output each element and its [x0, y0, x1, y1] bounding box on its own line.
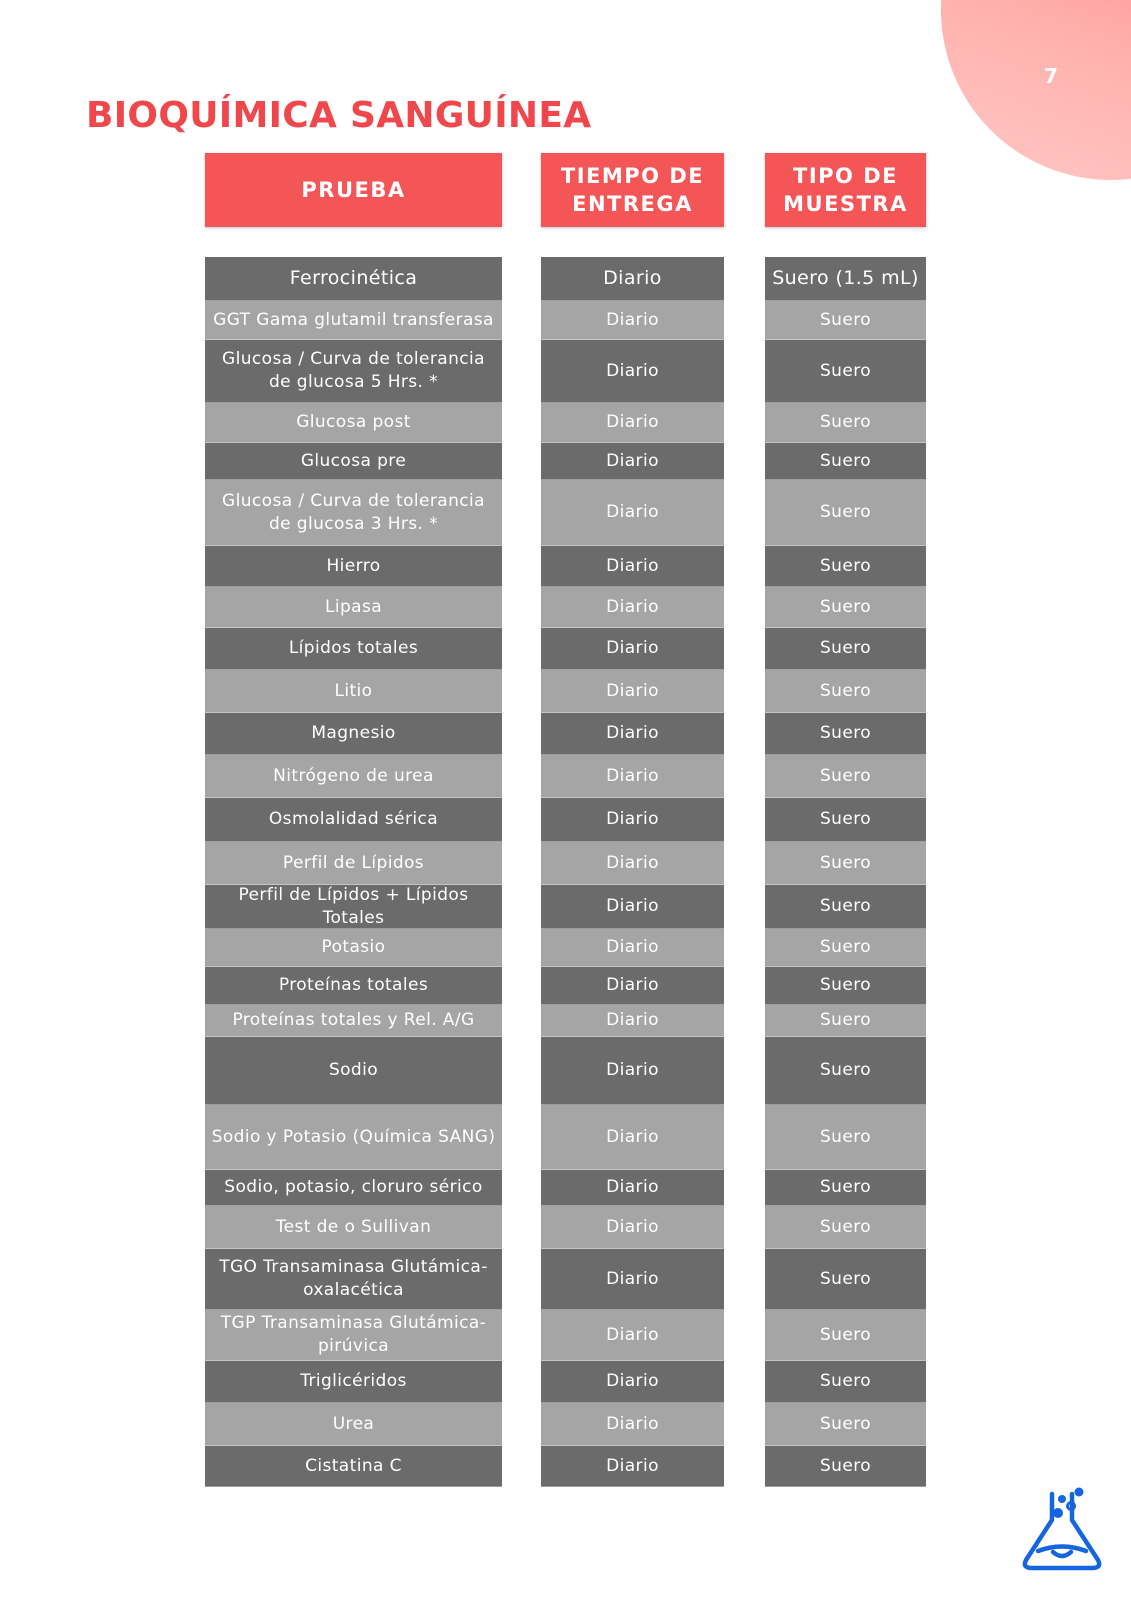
- sample-type-cell: Suero: [765, 480, 926, 546]
- test-cell: Nitrógeno de urea: [205, 755, 502, 798]
- sample-type-cell: Suero: [765, 1005, 926, 1037]
- delivery-time-cell: Diario: [541, 885, 724, 929]
- sample-type-cell: Suero (1.5 mL): [765, 257, 926, 301]
- test-cell: Magnesio: [205, 713, 502, 755]
- test-cell: Glucosa pre: [205, 443, 502, 480]
- delivery-time-cell: Diario: [541, 713, 724, 755]
- test-cell: Glucosa post: [205, 403, 502, 443]
- sample-type-cell: Suero: [765, 967, 926, 1005]
- delivery-time-cell: Diario: [541, 301, 724, 340]
- delivery-time-cell: Diario: [541, 403, 724, 443]
- sample-type-cell: Suero: [765, 628, 926, 670]
- sample-type-cell: Suero: [765, 713, 926, 755]
- delivery-time-cell: Diario: [541, 1446, 724, 1487]
- test-cell: Ferrocinética: [205, 257, 502, 301]
- sample-type-cell: Suero: [765, 340, 926, 403]
- sample-type-cell: Suero: [765, 1403, 926, 1446]
- delivery-time-cell: Diario: [541, 842, 724, 885]
- sample-type-cell: Suero: [765, 1170, 926, 1206]
- test-cell: Glucosa / Curva de tolerancia de glucosa 5 Hrs. *: [205, 340, 502, 403]
- sample-type-cell: Suero: [765, 1249, 926, 1310]
- test-cell: TGP Transaminasa Glutámica-pirúvica: [205, 1310, 502, 1361]
- test-cell: GGT Gama glutamil transferasa: [205, 301, 502, 340]
- sample-type-cell: Suero: [765, 587, 926, 628]
- column-header-test: PRUEBA: [205, 153, 502, 227]
- test-cell: Proteínas totales: [205, 967, 502, 1005]
- test-cell: Proteínas totales y Rel. A/G: [205, 1005, 502, 1037]
- test-cell: Perfil de Lípidos + Lípidos Totales: [205, 885, 502, 929]
- test-cell: Sodio: [205, 1037, 502, 1105]
- delivery-time-cell: Diario: [541, 480, 724, 546]
- test-cell: Triglicéridos: [205, 1361, 502, 1403]
- sample-type-cell: Suero: [765, 1206, 926, 1249]
- delivery-time-cell: Diario: [541, 546, 724, 587]
- delivery-time-cell: Diario: [541, 798, 724, 842]
- sample-type-cell: Suero: [765, 798, 926, 842]
- delivery-time-cell: Diario: [541, 628, 724, 670]
- delivery-time-cell: Diario: [541, 1170, 724, 1206]
- test-cell: Potasio: [205, 929, 502, 967]
- delivery-time-cell: Diario: [541, 1249, 724, 1310]
- page-number: 7: [1044, 64, 1058, 88]
- test-cell: Cistatina C: [205, 1446, 502, 1487]
- delivery-time-cell: Diario: [541, 1037, 724, 1105]
- sample-type-cell: Suero: [765, 1310, 926, 1361]
- delivery-time-cell: Diario: [541, 257, 724, 301]
- sample-type-cell: Suero: [765, 842, 926, 885]
- sample-type-cell: Suero: [765, 1446, 926, 1487]
- delivery-time-cell: Diario: [541, 1361, 724, 1403]
- delivery-time-cell: Diario: [541, 443, 724, 480]
- delivery-time-cell: Diario: [541, 1105, 724, 1170]
- test-cell: Hierro: [205, 546, 502, 587]
- page-title: BIOQUÍMICA SANGUÍNEA: [86, 95, 592, 136]
- delivery-time-cell: Diario: [541, 1403, 724, 1446]
- test-cell: Urea: [205, 1403, 502, 1446]
- test-cell: Osmolalidad sérica: [205, 798, 502, 842]
- delivery-time-cell: Diario: [541, 1310, 724, 1361]
- test-cell: Lipasa: [205, 587, 502, 628]
- test-cell: Perfil de Lípidos: [205, 842, 502, 885]
- delivery-time-cell: Diario: [541, 755, 724, 798]
- sample-type-cell: Suero: [765, 885, 926, 929]
- sample-type-cell: Suero: [765, 1037, 926, 1105]
- delivery-time-cell: Diario: [541, 340, 724, 403]
- test-cell: Sodio y Potasio (Química SANG): [205, 1105, 502, 1170]
- column-header-sample-type: TIPO DE MUESTRA: [765, 153, 926, 227]
- test-cell: Glucosa / Curva de tolerancia de glucosa 3 Hrs. *: [205, 480, 502, 546]
- test-cell: TGO Transaminasa Glutámica-oxalacética: [205, 1249, 502, 1310]
- delivery-time-cell: Diario: [541, 670, 724, 713]
- test-cell: Sodio, potasio, cloruro sérico: [205, 1170, 502, 1206]
- sample-type-cell: Suero: [765, 670, 926, 713]
- sample-type-cell: Suero: [765, 403, 926, 443]
- delivery-time-cell: Diario: [541, 1005, 724, 1037]
- test-cell: Test de o Sullivan: [205, 1206, 502, 1249]
- test-cell: Litio: [205, 670, 502, 713]
- flask-icon: [1012, 1480, 1112, 1580]
- sample-type-cell: Suero: [765, 929, 926, 967]
- delivery-time-cell: Diario: [541, 1206, 724, 1249]
- sample-type-cell: Suero: [765, 443, 926, 480]
- test-cell: Lípidos totales: [205, 628, 502, 670]
- sample-type-cell: Suero: [765, 546, 926, 587]
- column-header-delivery-time: TIEMPO DE ENTREGA: [541, 153, 724, 227]
- sample-type-cell: Suero: [765, 301, 926, 340]
- sample-type-cell: Suero: [765, 1361, 926, 1403]
- sample-type-cell: Suero: [765, 1105, 926, 1170]
- delivery-time-cell: Diario: [541, 587, 724, 628]
- delivery-time-cell: Diario: [541, 929, 724, 967]
- delivery-time-cell: Diario: [541, 967, 724, 1005]
- sample-type-cell: Suero: [765, 755, 926, 798]
